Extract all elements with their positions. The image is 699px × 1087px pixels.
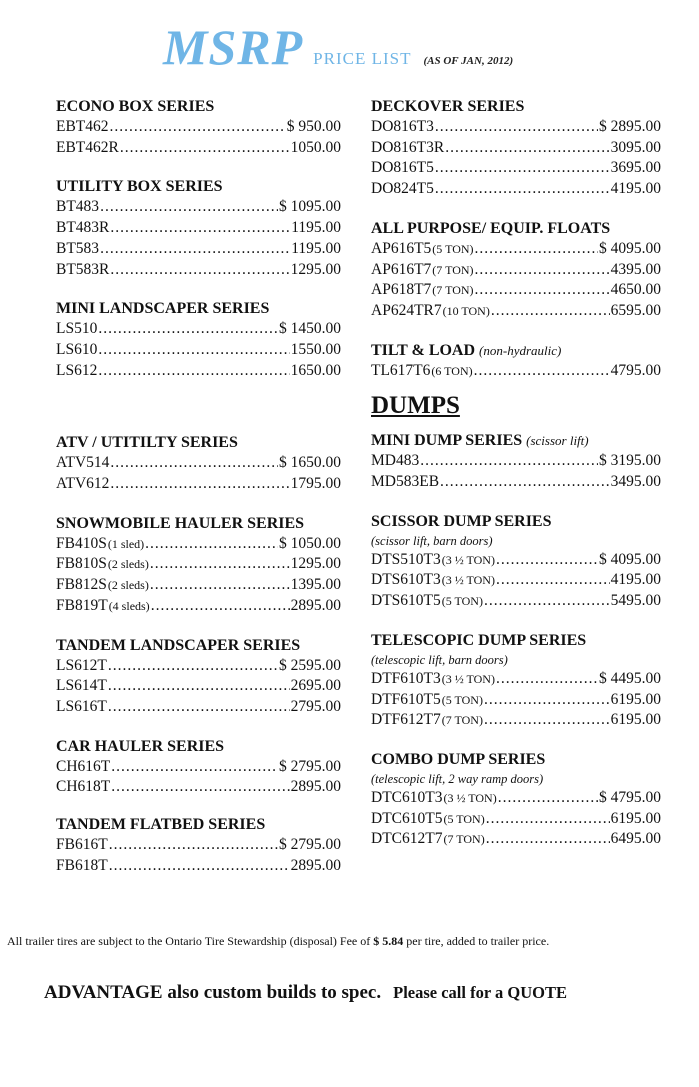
price: $ 1050.00 xyxy=(279,534,341,552)
model-number: BT583 xyxy=(56,239,100,257)
price-row xyxy=(56,197,341,218)
dot-leader xyxy=(109,835,278,856)
model-number: LS616T xyxy=(56,697,107,715)
section-title xyxy=(56,636,341,656)
price-row xyxy=(56,138,341,159)
price: 6195.00 xyxy=(610,809,661,827)
price-section-utility-box-series xyxy=(56,177,341,280)
price: 4395.00 xyxy=(610,260,661,278)
price-row xyxy=(56,697,341,718)
price: $ 1450.00 xyxy=(279,320,341,338)
custom-build-note xyxy=(44,982,567,1004)
price: 1295.00 xyxy=(290,260,341,278)
dot-leader xyxy=(486,829,610,850)
model-number: BT483R xyxy=(56,219,110,237)
price: 6595.00 xyxy=(610,301,661,319)
capacity: (4 sleds) xyxy=(108,598,150,613)
capacity: (3 ½ TON) xyxy=(441,552,495,567)
capacity: (7 TON) xyxy=(432,262,474,277)
price: 4650.00 xyxy=(610,281,661,299)
price: 2895.00 xyxy=(290,856,341,874)
section-title xyxy=(371,631,661,651)
section-title xyxy=(371,431,661,451)
price: 6195.00 xyxy=(610,690,661,708)
model-number: DTF610T3 xyxy=(371,669,441,687)
price: 1195.00 xyxy=(291,219,341,237)
price-section-mini-landscaper-series xyxy=(56,299,341,381)
model-number: LS510 xyxy=(56,320,98,338)
price: 1550.00 xyxy=(290,340,341,358)
capacity: (5 TON) xyxy=(441,594,483,609)
price: 2795.00 xyxy=(290,697,341,715)
dot-leader xyxy=(98,340,289,361)
dot-leader xyxy=(445,138,609,159)
price: 3695.00 xyxy=(610,159,661,177)
price: 4195.00 xyxy=(610,571,661,589)
price: 4795.00 xyxy=(610,361,661,379)
price-row xyxy=(56,777,341,798)
price: 3095.00 xyxy=(610,138,661,156)
price: 6195.00 xyxy=(610,711,661,729)
model-number: BT583R xyxy=(56,260,110,278)
section-subtitle: (telescopic lift, 2 way ramp doors) xyxy=(371,771,544,786)
price: 1195.00 xyxy=(291,239,341,257)
capacity: (2 sleds) xyxy=(107,557,149,572)
price-row xyxy=(371,829,661,850)
dot-leader xyxy=(145,534,278,555)
section-title-text: ALL PURPOSE/ EQUIP. FLOATS xyxy=(371,219,611,237)
price-section-tandem-flatbed-series xyxy=(56,815,341,876)
dot-leader xyxy=(111,777,289,798)
model-number: AP624TR7 xyxy=(371,301,442,319)
price: $ 4495.00 xyxy=(599,669,661,687)
price-row xyxy=(56,319,341,340)
page-title: MSRP xyxy=(163,19,304,75)
model-number: LS612T xyxy=(56,656,107,674)
right-column xyxy=(371,97,661,850)
model-number: DTS510T3 xyxy=(371,550,441,568)
model-number: DTS610T5 xyxy=(371,592,441,610)
dot-leader xyxy=(98,319,278,340)
price-row xyxy=(371,591,661,612)
tire-note-suffix: per tire, added to trailer price. xyxy=(406,934,550,948)
section-title xyxy=(56,433,341,453)
price: $ 4095.00 xyxy=(599,550,661,568)
price-section-all-purpose-equip-floats xyxy=(371,219,661,322)
section-title-text: MINI LANDSCAPER SERIES xyxy=(56,300,270,318)
capacity: (7 TON) xyxy=(441,713,483,728)
model-number: DTC610T3 xyxy=(371,788,443,806)
section-note: (non-hydraulic) xyxy=(479,342,562,358)
price-row xyxy=(56,554,341,575)
dot-leader xyxy=(435,179,610,200)
dot-leader xyxy=(498,788,598,809)
section-title xyxy=(56,299,341,319)
dot-leader xyxy=(108,697,290,718)
dot-leader xyxy=(111,757,278,778)
dot-leader xyxy=(491,301,610,322)
price-row xyxy=(371,239,661,260)
section-subtitle: (scissor lift, barn doors) xyxy=(371,533,493,548)
section-title-text: TANDEM FLATBED SERIES xyxy=(56,816,266,834)
dot-leader xyxy=(435,117,598,138)
model-number: FB810S xyxy=(56,555,107,573)
dot-leader xyxy=(475,239,598,260)
model-number: AP616T5 xyxy=(371,239,432,257)
dot-leader xyxy=(108,656,278,677)
price-row xyxy=(56,757,341,778)
price-row xyxy=(371,138,661,159)
section-title xyxy=(371,341,661,361)
dot-leader xyxy=(100,197,278,218)
dot-leader xyxy=(120,138,290,159)
section-title-text: TELESCOPIC DUMP SERIES xyxy=(371,631,587,649)
model-number: LS610 xyxy=(56,340,98,358)
price: 1050.00 xyxy=(290,138,341,156)
price-section-tandem-landscaper-series xyxy=(56,636,341,718)
capacity: (3 ½ TON) xyxy=(443,790,497,805)
dot-leader xyxy=(151,596,290,617)
price-row xyxy=(371,669,661,690)
model-number: DTF612T7 xyxy=(371,711,441,729)
model-number: DO816T5 xyxy=(371,159,434,177)
dot-leader xyxy=(109,856,290,877)
model-number: DO816T3R xyxy=(371,138,445,156)
capacity: (5 TON) xyxy=(443,811,485,826)
capacity: (10 TON) xyxy=(442,303,490,318)
model-number: BT483 xyxy=(56,198,100,216)
custom-build-text: ADVANTAGE also custom builds to spec. xyxy=(44,982,382,1003)
dot-leader xyxy=(110,117,286,138)
model-number: FB618T xyxy=(56,856,108,874)
capacity: (6 TON) xyxy=(431,363,473,378)
section-title xyxy=(371,512,661,532)
model-number: LS614T xyxy=(56,677,107,695)
price: 1795.00 xyxy=(290,475,341,493)
section-title-text: SCISSOR DUMP SERIES xyxy=(371,512,552,530)
model-number: CH616T xyxy=(56,757,111,775)
model-number: MD583EB xyxy=(371,473,440,491)
dot-leader xyxy=(496,570,610,591)
dot-leader xyxy=(98,361,289,382)
price-section-atv-utitilty-series xyxy=(56,433,341,494)
section-title-text: MINI DUMP SERIES xyxy=(371,432,523,450)
dot-leader xyxy=(435,158,610,179)
dot-leader xyxy=(110,260,289,281)
price: 2895.00 xyxy=(290,596,341,614)
price-row xyxy=(371,260,661,281)
price-row xyxy=(56,117,341,138)
price-row xyxy=(371,570,661,591)
price: $ 2895.00 xyxy=(599,118,661,135)
dot-leader xyxy=(484,591,610,612)
model-number: AP618T7 xyxy=(371,281,432,299)
dot-leader xyxy=(474,361,610,382)
price: 5495.00 xyxy=(610,592,661,610)
price-row xyxy=(56,534,341,555)
price: $ 3195.00 xyxy=(599,452,661,470)
price-row xyxy=(371,117,661,138)
price: 2695.00 xyxy=(290,677,341,695)
section-title-text: TANDEM LANDSCAPER SERIES xyxy=(56,636,301,654)
price: 1295.00 xyxy=(290,555,341,573)
price: $ 2595.00 xyxy=(279,656,341,674)
price: 1395.00 xyxy=(290,576,341,594)
capacity: (7 TON) xyxy=(443,832,485,847)
model-number: DTC610T5 xyxy=(371,809,443,827)
section-title xyxy=(56,177,341,197)
model-number: LS612 xyxy=(56,361,98,379)
price: $ 4795.00 xyxy=(599,788,661,806)
price-section-telescopic-dump-series xyxy=(371,631,661,731)
model-number: FB812S xyxy=(56,576,107,594)
model-number: FB410S xyxy=(56,534,107,552)
price-section-combo-dump-series xyxy=(371,750,661,850)
dot-leader xyxy=(110,453,278,474)
section-title-text: SNOWMOBILE HAULER SERIES xyxy=(56,514,305,532)
page-subtitle: PRICE LIST xyxy=(313,49,412,68)
price-section-tilt-load xyxy=(371,341,661,382)
model-number: TL617T6 xyxy=(371,361,431,379)
left-column xyxy=(56,97,341,876)
dot-leader xyxy=(100,239,290,260)
price-row xyxy=(56,453,341,474)
model-number: CH618T xyxy=(56,778,111,796)
dot-leader xyxy=(150,554,290,575)
price-section-mini-dump-series xyxy=(371,431,661,492)
price-row xyxy=(56,856,341,877)
capacity: (1 sled) xyxy=(107,536,145,551)
section-note: (scissor lift) xyxy=(526,433,589,449)
price-row xyxy=(371,550,661,571)
dot-leader xyxy=(496,669,598,690)
dot-leader xyxy=(475,280,610,301)
tire-fee-amount: $ 5.84 xyxy=(373,934,404,948)
section-title xyxy=(56,737,341,757)
model-number: MD483 xyxy=(371,452,420,470)
section-title-text: COMBO DUMP SERIES xyxy=(371,750,546,768)
price-row xyxy=(56,656,341,677)
section-title-text: CAR HAULER SERIES xyxy=(56,737,225,755)
section-subtitle: (telescopic lift, barn doors) xyxy=(371,652,508,667)
section-title xyxy=(56,97,341,117)
model-number: ATV514 xyxy=(56,454,110,472)
model-number: DO816T3 xyxy=(371,118,434,135)
model-number: DTS610T3 xyxy=(371,571,441,589)
price-row xyxy=(56,340,341,361)
quote-call-text: Please call for a QUOTE xyxy=(393,983,567,1002)
capacity: (3 ½ TON) xyxy=(441,573,495,588)
section-title xyxy=(371,219,661,239)
price-row xyxy=(56,239,341,260)
price: $ 1095.00 xyxy=(279,198,341,216)
price: $ 4095.00 xyxy=(599,239,661,257)
section-title-text: ATV / UTITILTY SERIES xyxy=(56,434,238,452)
capacity: (5 TON) xyxy=(432,241,474,256)
price-row xyxy=(371,788,661,809)
price-row xyxy=(371,472,661,493)
price: 1650.00 xyxy=(290,361,341,379)
price-row xyxy=(56,575,341,596)
model-number: AP616T7 xyxy=(371,260,432,278)
section-title xyxy=(371,750,661,770)
page-header xyxy=(163,18,513,76)
section-title xyxy=(371,97,661,117)
price: 4195.00 xyxy=(610,180,661,198)
price-row xyxy=(371,179,661,200)
dot-leader xyxy=(484,690,610,711)
price-row xyxy=(56,835,341,856)
dot-leader xyxy=(108,676,290,697)
section-title-text: UTILITY BOX SERIES xyxy=(56,178,223,196)
dot-leader xyxy=(110,474,289,495)
dot-leader xyxy=(150,575,290,596)
price-row xyxy=(371,361,661,382)
price: $ 2795.00 xyxy=(279,836,341,854)
price-section-snowmobile-hauler-series xyxy=(56,514,341,617)
dot-leader xyxy=(496,550,598,571)
price-row xyxy=(56,676,341,697)
dot-leader xyxy=(475,260,610,281)
dot-leader xyxy=(420,451,598,472)
model-number: FB616T xyxy=(56,836,108,854)
price: 6495.00 xyxy=(610,830,661,848)
price-section-econo-box-series xyxy=(56,97,341,158)
dot-leader xyxy=(440,472,610,493)
section-title xyxy=(56,815,341,835)
price-row xyxy=(371,809,661,830)
model-number: EBT462 xyxy=(56,118,109,135)
capacity: (5 TON) xyxy=(441,692,483,707)
model-number: DTC612T7 xyxy=(371,830,443,848)
price: 2895.00 xyxy=(290,778,341,796)
price-row xyxy=(371,710,661,731)
price: 3495.00 xyxy=(610,473,661,491)
dumps-heading: DUMPS xyxy=(371,392,460,420)
price: $ 2795.00 xyxy=(279,757,341,775)
model-number: EBT462R xyxy=(56,138,119,156)
price-row xyxy=(371,451,661,472)
price-section-deckover-series xyxy=(371,97,661,200)
price-row xyxy=(56,218,341,239)
price: $ 1650.00 xyxy=(279,454,341,472)
model-number: FB819T xyxy=(56,596,108,614)
price-row xyxy=(56,260,341,281)
model-number: DO824T5 xyxy=(371,180,434,198)
model-number: DTF610T5 xyxy=(371,690,441,708)
section-title xyxy=(56,514,341,534)
price-row xyxy=(371,301,661,322)
model-number: ATV612 xyxy=(56,475,110,493)
capacity: (7 TON) xyxy=(432,283,474,298)
price-row xyxy=(371,158,661,179)
price-row xyxy=(56,474,341,495)
capacity: (3 ½ TON) xyxy=(441,671,495,686)
price-section-car-hauler-series xyxy=(56,737,341,798)
dot-leader xyxy=(484,710,610,731)
price-section-scissor-dump-series xyxy=(371,512,661,612)
capacity: (2 sleds) xyxy=(107,578,149,593)
section-title-text: DECKOVER SERIES xyxy=(371,98,525,115)
price-row xyxy=(56,361,341,382)
as-of-date: (AS OF JAN, 2012) xyxy=(423,55,514,67)
tire-note-text: All trailer tires are subject to the Ontario Tire Stewardship (disposal) Fee of xyxy=(7,934,371,948)
section-title-text: ECONO BOX SERIES xyxy=(56,98,215,115)
price: $ 950.00 xyxy=(286,118,341,135)
dot-leader xyxy=(486,809,610,830)
section-title-text: TILT & LOAD xyxy=(371,341,476,359)
dot-leader xyxy=(110,218,290,239)
tire-fee-note xyxy=(7,934,549,949)
price-row xyxy=(371,690,661,711)
price-row xyxy=(371,280,661,301)
price-row xyxy=(56,596,341,617)
